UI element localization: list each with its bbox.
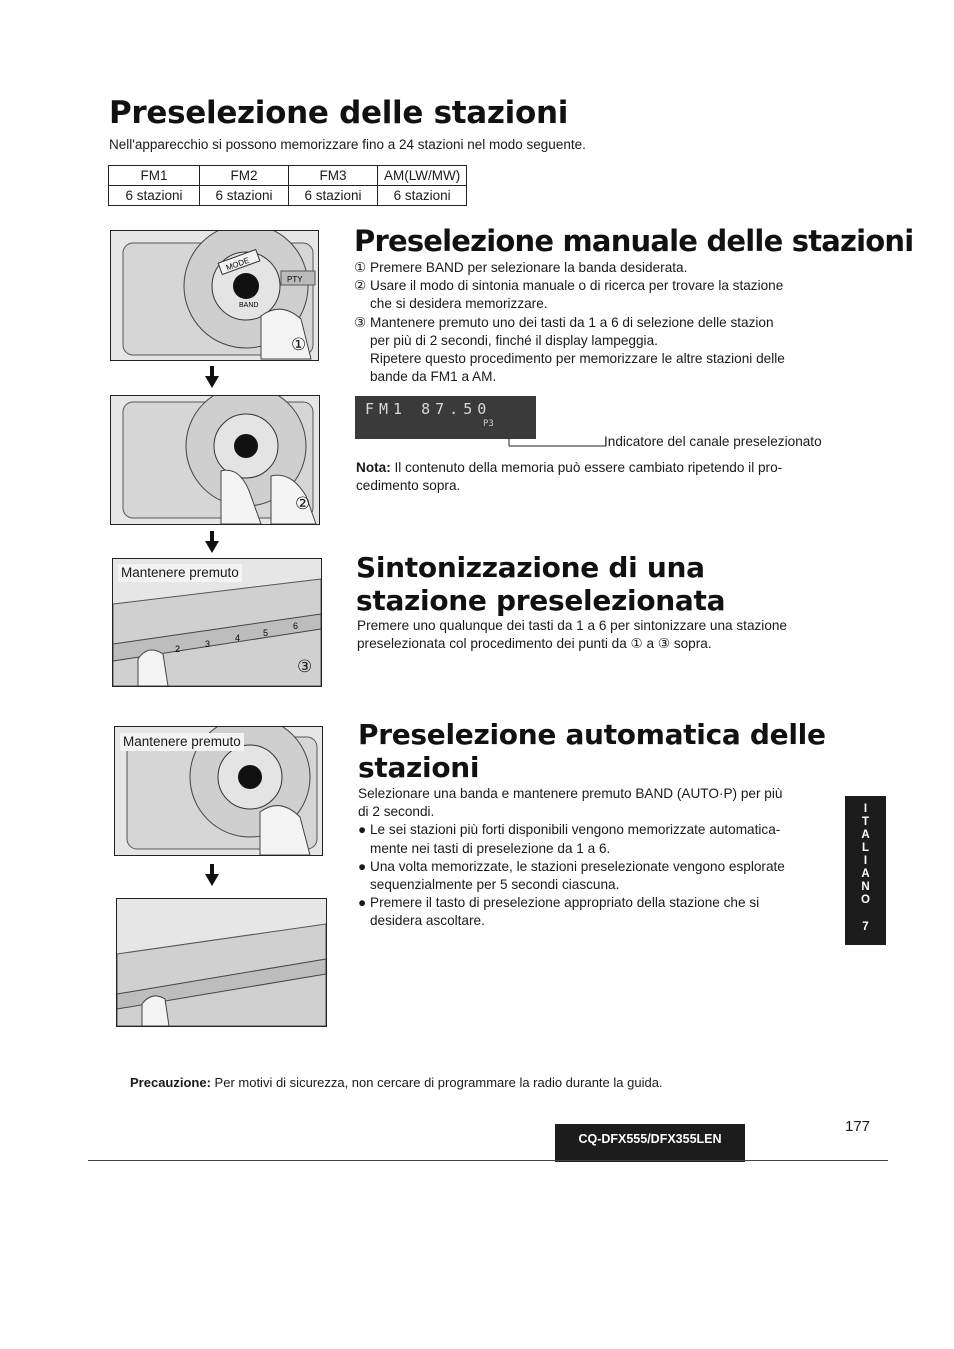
footer-rule	[88, 1160, 888, 1161]
down-arrow-icon	[205, 531, 219, 553]
section-number: 7	[862, 921, 869, 933]
intro-text: Nell'apparecchio si possono memorizzare fino a 24 stazioni nel modo seguente.	[109, 137, 586, 152]
band-table	[108, 165, 467, 206]
radio-knob-illustration	[111, 231, 318, 360]
tuning-text: Premere uno qualunque dei tasti da 1 a 6 per sintonizzare una stazione preselezionata col procedimento dei punti da ① a ③ sopra.	[357, 618, 787, 652]
auto-bullet-2: ● Una volta memorizzate, le stazioni preselezionate vengono esplorate	[358, 858, 785, 874]
caution-label: Precauzione:	[130, 1075, 211, 1090]
step-marker-3: ③	[297, 657, 313, 676]
knob-mode-label: MODE	[224, 255, 251, 273]
caution: Precauzione: Per motivi di sicurezza, non cercare di programmare la radio durante la guida.	[130, 1075, 663, 1090]
band-fm1-count: 6 stazioni	[109, 186, 200, 206]
band-fm3-count: 6 stazioni	[289, 186, 378, 206]
auto-bullet-1: ● Le sei stazioni più forti disponibili vengono memorizzate automatica-	[358, 822, 781, 838]
note: Nota: Il contenuto della memoria può essere cambiato ripetendo il pro- cedimento sopra.	[356, 460, 783, 494]
band-fm3: FM3	[289, 166, 378, 186]
step-marker-2: ②	[295, 494, 311, 513]
figure-step2-tuning	[110, 395, 320, 525]
preset-2-label: 2	[175, 644, 181, 654]
down-arrow-icon	[205, 366, 219, 388]
manual-heading: Preselezione manuale delle stazioni	[354, 224, 914, 258]
display-preset-channel: P3	[483, 419, 494, 429]
preset-6-label: 6	[293, 621, 299, 631]
figure-step1-band-button	[110, 230, 319, 361]
hold-label: Mantenere premuto	[118, 564, 242, 582]
figure-auto-preset-buttons	[116, 898, 327, 1027]
knob-band-label: BAND	[239, 302, 259, 309]
manual-step-1: ① Premere BAND per selezionare la banda desiderata.	[354, 260, 688, 275]
preset-buttons-illustration-2	[117, 899, 326, 1026]
manual-step-3: ③ Mantenere premuto uno dei tasti da 1 a 6 di selezione delle stazion	[354, 314, 774, 330]
manual-steps: ① Premere BAND per selezionare la banda desiderata. ② Usare il modo di sintonia manuale o di ricerca per trovare la stazione che si desidera memorizzare. ③ Mantenere premuto uno dei tasti da 1 a 6 di selezione delle stazion per più di 2 secondi, finché il display lampeggia. Ripetere questo procedimento per memorizzare le altre stazioni delle bande da FM1 a AM.	[354, 259, 844, 386]
band-table-header-row	[109, 166, 467, 186]
display-caption: Indicatore del canale preselezionato	[604, 434, 822, 449]
down-arrow-icon	[205, 864, 219, 886]
page-title: Preselezione delle stazioni	[109, 95, 569, 131]
step-marker-1: ①	[291, 335, 307, 354]
band-fm2: FM2	[200, 166, 289, 186]
tuning-heading: Sintonizzazione di una stazione preselezionata	[356, 551, 726, 617]
auto-heading: Preselezione automatica delle stazioni	[358, 718, 826, 784]
radio-display	[355, 396, 536, 439]
indicator-leader-line	[508, 438, 608, 448]
model-label: CQ-DFX555/DFX355LEN	[555, 1124, 745, 1162]
hold-label: Mantenere premuto	[120, 733, 244, 751]
band-fm2-count: 6 stazioni	[200, 186, 289, 206]
band-am: AM(LW/MW)	[378, 166, 467, 186]
figure-auto-band-hold	[114, 726, 323, 856]
preset-3-label: 3	[205, 639, 211, 649]
radio-knob-illustration-2	[111, 396, 319, 524]
figure-step3-preset-buttons	[112, 558, 322, 687]
knob-pty-label: PTY	[287, 275, 303, 284]
preset-4-label: 4	[235, 633, 241, 643]
manual-step-2: ② Usare il modo di sintonia manuale o di ricerca per trovare la stazione	[354, 278, 784, 294]
auto-bullet-3: ● Premere il tasto di preselezione appropriato della stazione che si	[358, 895, 760, 911]
band-table-value-row	[109, 186, 467, 206]
page-number: 177	[845, 1118, 871, 1135]
note-label: Nota:	[356, 460, 391, 475]
language-tab: I T A L I A N O 7	[845, 796, 886, 945]
band-am-count: 6 stazioni	[378, 186, 467, 206]
preset-5-label: 5	[263, 628, 269, 638]
band-fm1: FM1	[109, 166, 200, 186]
display-frequency: FM1 87.50	[365, 400, 492, 418]
auto-text: Selezionare una banda e mantenere premuto BAND (AUTO·P) per più di 2 secondi. ● Le sei stazioni più forti disponibili vengono memorizzate automatica- mente nei tasti di preselezione da 1 a 6. ● Una volta memorizzate, le stazioni preselezionate vengono esplorate sequenzialmente per 5 secondi ciascuna. ● Premere il tasto di preselezione appropriato della stazione che si desidera ascoltare.	[358, 785, 834, 931]
